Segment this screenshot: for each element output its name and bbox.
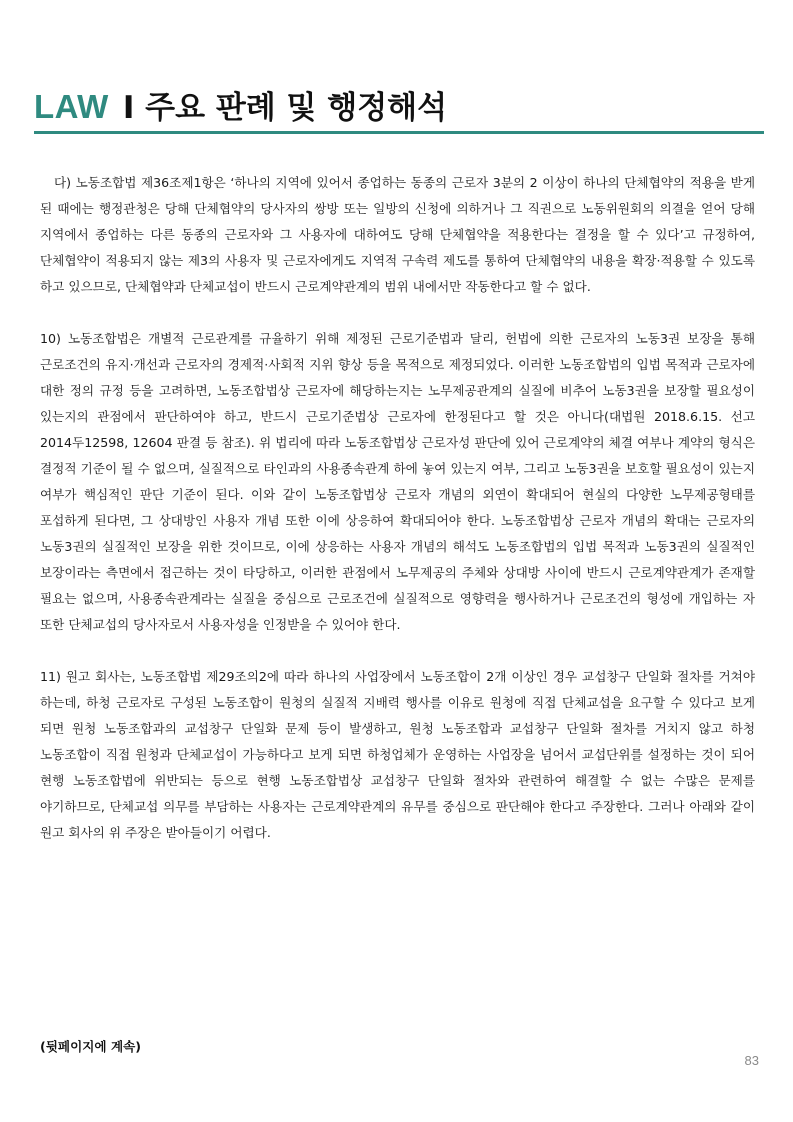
page-number: 83: [744, 1053, 759, 1068]
paragraph-da: 다) 노동조합법 제36조제1항은 ‘하나의 지역에 있어서 종업하는 동종의 근로자 3분의 2 이상이 하나의 단체협약의 적용을 받게 된 때에는 행정관청은 당해 단체협약의 당사자의 쌍방 또는 일방의 신청에 의하거나 그 직권으로 노동위원회의 의결을 얻어 당해 지역에서 종업하는 다른 동종의 근로자와 그 사용자에 대하여도 당해 단체협약을 적용한다는 결정을 할 수 있다’고 규정하여, 단체협약이 적용되지 않는 제3의 사용자 및 근로자에게도 지역적 구속력 제도를 통하여 단체협약의 내용을 확장·적용할 수 있도록 하고 있으므로, 단체협약과 단체교섭이 반드시 근로계약관계의 범위 내에서만 작동한다고 할 수 없다.: [40, 175, 755, 294]
paragraph-11: 11) 원고 회사는, 노동조합법 제29조의2에 따라 하나의 사업장에서 노동조합이 2개 이상인 경우 교섭창구 단일화 절차를 거쳐야 하는데, 하청 근로자로 구성된 노동조합이 원청의 실질적 지배력 행사를 이유로 원청에 직접 단체교섭을 요구할 수 있다고 보게 되면 원청 노동조합과의 교섭창구 단일화 문제 등이 발생하고, 원청 노동조합과 교섭창구 단일화 절차를 거치지 않고 하청 노동조합이 직접 원청과 단체교섭이 가능하다고 보게 되면 하청업체가 운영하는 사업장을 넘어서 교섭단위를 설정하는 것이 되어 현행 노동조합법에 위반되는 등으로 현행 노동조합법상 교섭창구 단일화 절차와 관련하여 해결할 수 없는 수많은 문제를 야기하므로, 단체교섭 의무를 부담하는 사용자는 근로계약관계의 유무를 중심으로 판단해야 한다고 주장한다. 그러나 아래와 같이 원고 회사의 위 주장은 받아들이기 어렵다.: [40, 669, 755, 840]
document-body: [40, 170, 755, 872]
continued-note: (뒷페이지에 계속): [40, 1039, 142, 1054]
header-divider: [34, 131, 764, 134]
section-label: LAW: [34, 88, 109, 125]
paragraph-10: 10) 노동조합법은 개별적 근로관계를 규율하기 위해 제정된 근로기준법과 달리, 헌법에 의한 근로자의 노동3권 보장을 통해 근로조건의 유지·개선과 근로자의 경제적·사회적 지위 향상 등을 목적으로 제정되었다. 이러한 노동조합법의 입법 목적과 근로자에 대한 정의 규정 등을 고려하면, 노동조합법상 근로자에 해당하는지는 노무제공관계의 실질에 비추어 노동3권을 보장할 필요성이 있는지의 관점에서 판단하여야 하고, 반드시 근로기준법상 근로자에 한정된다고 할 것은 아니다(대법원 2018.6.15. 선고 2014두12598, 12604 판결 등 참조). 위 법리에 따라 노동조합법상 근로자성 판단에 있어 근로계약의 체결 여부나 계약의 형식은 결정적 기준이 될 수 없으며, 실질적으로 타인과의 사용종속관계 하에 놓여 있는지 여부, 그리고 노동3권을 보호할 필요성이 있는지 여부가 핵심적인 판단 기준이 된다. 이와 같이 노동조합법상 근로자 개념의 외연이 확대되어 현실의 다양한 노무제공형태를 포섭하게 된다면, 그 상대방인 사용자 개념 또한 이에 상응하여 확대되어야 한다. 노동조합법상 근로자 개념의 확대는 근로자의 노동3권의 실질적인 보장을 위한 것이므로, 이에 상응하는 사용자 개념의 해석도 노동조합법의 입법 목적과 노동3권의 실질적인 보장이라는 측면에서 접근하는 것이 타당하고, 이러한 관점에서 노무제공의 주체와 상대방 사이에 반드시 근로계약관계가 존재할 필요는 없으며, 사용종속관계라는 실질을 중심으로 근로조건에 실질적으로 영향력을 행사하거나 근로조건의 형성에 개입하는 자 또한 단체교섭의 당사자로서 사용자성을 인정받을 수 있어야 한다.: [40, 331, 755, 632]
page-title: I 주요 판례 및 행정해석: [122, 90, 448, 126]
page-header: [34, 82, 764, 130]
